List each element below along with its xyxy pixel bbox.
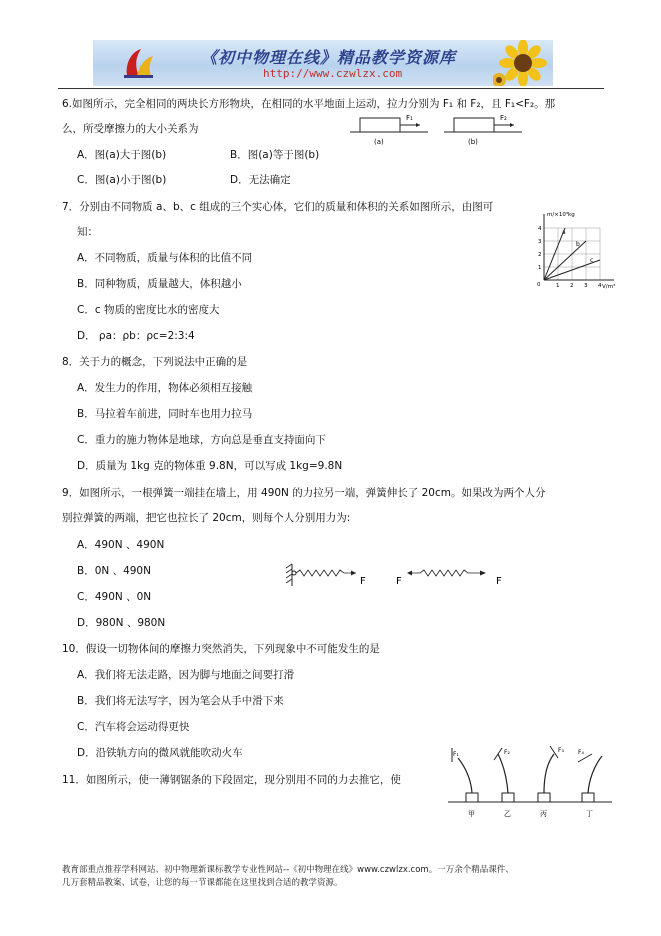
q11-f2-label: F₂ (504, 749, 510, 756)
q6-f2-label: F₂ (500, 114, 507, 122)
q8-option-b: B．马拉着车前进，同时车也用力拉马 (77, 408, 253, 420)
footer-line-2: 几万套精品教案、试卷，让您的每一节课都能在这里找到合适的教学资源。 (62, 878, 343, 888)
q7-ytick-4: 4 (538, 226, 542, 232)
banner-title: 《初中物理在线》精品教学资源库 (201, 48, 457, 67)
q10-option-a: A．我们将无法走路，因为脚与地面之间要打滑 (77, 669, 295, 681)
q6-fig-b-label: (b) (468, 138, 478, 146)
q8-option-a: A．发生力的作用，物体必须相互接触 (77, 382, 253, 394)
q7-ytick-3: 3 (538, 239, 542, 245)
q11-label-yi: 乙 (504, 810, 511, 818)
q11-label-bing: 丙 (540, 810, 547, 818)
header-rule (58, 88, 604, 89)
q11-f1-label: F₁ (453, 751, 459, 758)
q8-option-d: D．质量为 1kg 克的物体重 9.8N，可以写成 1kg=9.8N (77, 460, 343, 472)
q7-text-2: 知： (77, 226, 98, 238)
q7-option-b: B．同种物质，质量越大，体积越小 (77, 278, 242, 290)
q6-text-2: 么，所受摩擦力的大小关系为 (62, 123, 199, 135)
q7-xtick-4: 4 (598, 283, 602, 289)
q7-option-a: A．不同物质，质量与体积的比值不同 (77, 252, 253, 264)
q7-xlabel: V/m³ (602, 284, 616, 290)
q9-spring-figure (280, 560, 512, 596)
header-banner (93, 40, 553, 86)
q7-text-1: 7．分别由不同物质 a、b、c 组成的三个实心体，它们的质量和体积的关系如图所示，由图可 (62, 201, 494, 213)
q7-xtick-2: 2 (570, 283, 574, 289)
q9-text-1: 9．如图所示，一根弹簧一端挂在墙上，用 490N 的力拉另一端，弹簧伸长了 20cm。如果改为两个人分 (62, 487, 546, 499)
q9-option-a: A．490N 、490N (77, 539, 165, 551)
q7-ylabel: m/×10³kg (547, 212, 575, 218)
q7-option-d: D． ρa：ρb：ρc=2:3:4 (77, 330, 195, 342)
q7-ytick-2: 2 (538, 252, 542, 258)
q11-f3-label: F₃ (558, 747, 564, 754)
q9-left-f-label: F (360, 576, 366, 587)
q7-line-a-label: a (562, 229, 566, 236)
q9-right-f-label: F (496, 576, 502, 587)
q6-option-a: A．图(a)大于图(b) (77, 149, 167, 161)
q7-origin: 0 (537, 282, 541, 288)
q6-option-b: B．图(a)等于图(b) (230, 149, 320, 161)
q10-text-1: 10．假设一切物体间的摩擦力突然消失，下列现象中不可能发生的是 (62, 643, 380, 655)
q11-label-jia: 甲 (468, 810, 475, 818)
q6-option-c: C．图(a)小于图(b) (77, 174, 167, 186)
q7-line-b-label: b (576, 241, 580, 248)
q9-option-d: D．980N 、980N (77, 617, 166, 629)
sunflower-icon (493, 40, 553, 86)
page-footer (62, 864, 602, 890)
q7-line-c-label: c (590, 257, 594, 264)
banner-url[interactable]: http://www.czwlzx.com (263, 67, 403, 80)
q6-figure (346, 110, 526, 150)
q11-saw-figure (444, 742, 616, 824)
q7-ytick-1: 1 (538, 265, 542, 271)
q9-mid-f-label: F (396, 576, 402, 587)
q7-xtick-1: 1 (556, 283, 560, 289)
q10-option-d: D．沿铁轨方向的微风就能吹动火车 (77, 747, 243, 759)
q10-option-c: C．汽车将会运动得更快 (77, 721, 190, 733)
q10-option-b: B．我们将无法写字，因为笔会从手中滑下来 (77, 695, 284, 707)
q7-xtick-3: 3 (584, 283, 588, 289)
q6-f1-label: F₁ (406, 114, 413, 122)
q9-text-2: 别拉弹簧的两端，把它也拉长了 20cm，则每个人分别用力为: (62, 512, 351, 524)
q7-graph (532, 208, 622, 290)
q9-option-c: C．490N 、0N (77, 591, 152, 603)
q9-option-b: B．0N 、490N (77, 565, 151, 577)
q7-option-c: C．c 物质的密度比水的密度大 (77, 304, 220, 316)
q11-text-1: 11．如图所示，使一薄钢锯条的下段固定，现分别用不同的力去推它，使 (62, 774, 401, 786)
q6-fig-a-label: (a) (374, 138, 384, 146)
q6-text-1: 6.如图所示，完全相同的两块长方形物块，在相同的水平地面上运动，拉力分别为 F₁ 和 F₂，且 F₁<F₂。那 (62, 98, 556, 110)
q8-option-c: C．重力的施力物体是地球，方向总是垂直支持面向下 (77, 434, 326, 446)
logo-icon (121, 46, 155, 80)
footer-line-1: 教育部重点推荐学科网站、初中物理新课标教学专业性网站--《初中物理在线》www.czwlzx.com。一万余个精品课件、 (62, 865, 514, 875)
q11-f4-label: F₄ (578, 749, 584, 756)
q8-text-1: 8．关于力的概念，下列说法中正确的是 (62, 356, 248, 368)
q11-label-ding: 丁 (586, 810, 593, 818)
q6-option-d: D．无法确定 (230, 174, 291, 186)
